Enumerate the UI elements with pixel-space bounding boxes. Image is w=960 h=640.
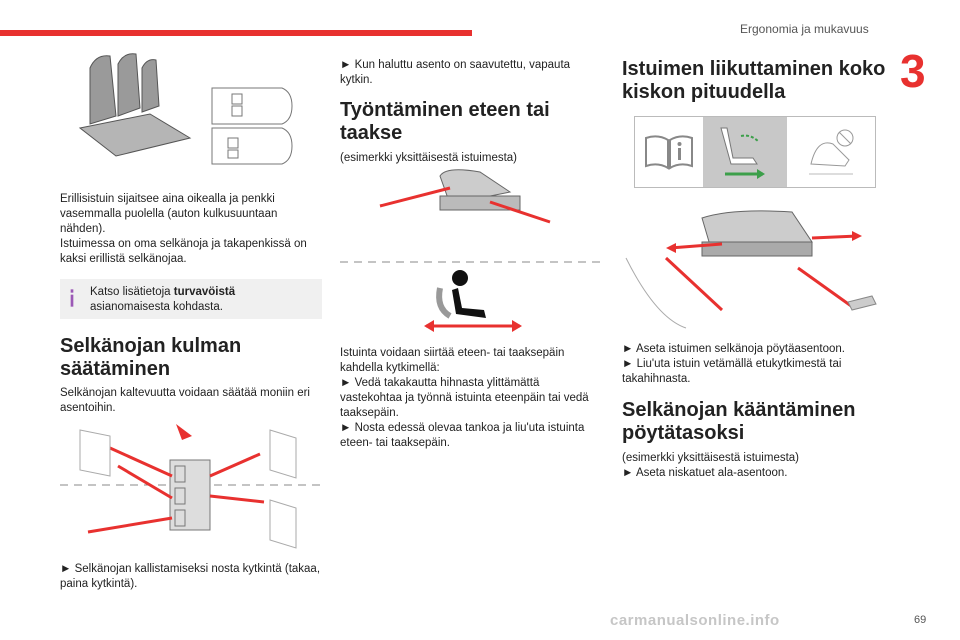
info-icon [70, 285, 74, 311]
book-info-icon [644, 134, 694, 170]
step-tilt-backrest: ► Selkänojan kallistamiseksi nosta kytkintä (takaa, paina kytkintä). [60, 563, 321, 590]
step-slide-full: ► Liu'uta istuin vetämällä etukytkimestä tai takahihnasta. [622, 358, 842, 385]
paragraph-backrests: Istuimessa on oma selkänoja ja takapenkissä on kaksi erillistä selkänojaa. [60, 238, 307, 265]
heading-move-full-rail: Istuimen liikuttaminen koko kiskon pituudella [622, 58, 886, 103]
seat-no-icon [801, 122, 861, 182]
paragraph-two-switches: Istuinta voidaan siirtää eteen- tai taaksepäin kahdella kytkimellä: [340, 347, 565, 374]
heading-fold-backrest: Selkänojan kääntäminen pöytätasoksi [622, 399, 856, 444]
info-suffix: asianomaisesta kohdasta. [90, 301, 223, 313]
header-accent-bar [0, 30, 472, 36]
info-prefix: Katso lisätietoja [90, 286, 174, 298]
info-box [60, 279, 322, 319]
step-lift-bar: ► Nosta edessä olevaa tankoa ja liu'uta istuinta eteen- tai taaksepäin. [340, 422, 585, 449]
info-link-seatbelts[interactable]: turvavöistä [173, 286, 236, 298]
subtitle-example: (esimerkki yksittäisestä istuimesta) [340, 152, 518, 164]
subtitle-example-2: (esimerkki yksittäisestä istuimesta) [622, 452, 800, 464]
watermark: carmanualsonline.info [610, 612, 780, 629]
step-release-switch: ► Kun haluttu asento on saavutettu, vapauta kytkin. [340, 59, 571, 86]
backrest-control-diagram [60, 420, 322, 555]
heading-slide-seat: Työntäminen eteen tai taakse [340, 99, 550, 144]
chapter-title: Ergonomia ja mukavuus [740, 22, 869, 36]
seat-slide-diagram [340, 166, 602, 338]
step-pull-strap: ► Vedä takakautta hihnasta ylittämättä vastekohtaa ja työnnä istuinta eteenpäin tai vedä taaksepäin. [340, 377, 589, 419]
heading-backrest-angle: Selkänojan kulman säätäminen [60, 335, 242, 380]
step-lower-headrests: ► Aseta niskatuet ala-asentoon. [622, 467, 788, 479]
page-number: 69 [914, 614, 927, 626]
intro-backrest: Selkänojan kaltevuutta voidaan säätää moniin eri asentoihin. [60, 387, 310, 414]
full-rail-diagram [622, 198, 890, 338]
icon-strip [634, 116, 876, 188]
chapter-number: 3 [900, 45, 926, 97]
seats-illustration [60, 48, 310, 168]
seat-slide-icon [715, 122, 775, 182]
paragraph-seat-position: Erillisistuin sijaitsee aina oikealla ja penkki vasemmalla puolella (auton kulkusuuntaan nähden). [60, 193, 278, 235]
step-table-position: ► Aseta istuimen selkänoja pöytäasentoon. [622, 343, 845, 355]
